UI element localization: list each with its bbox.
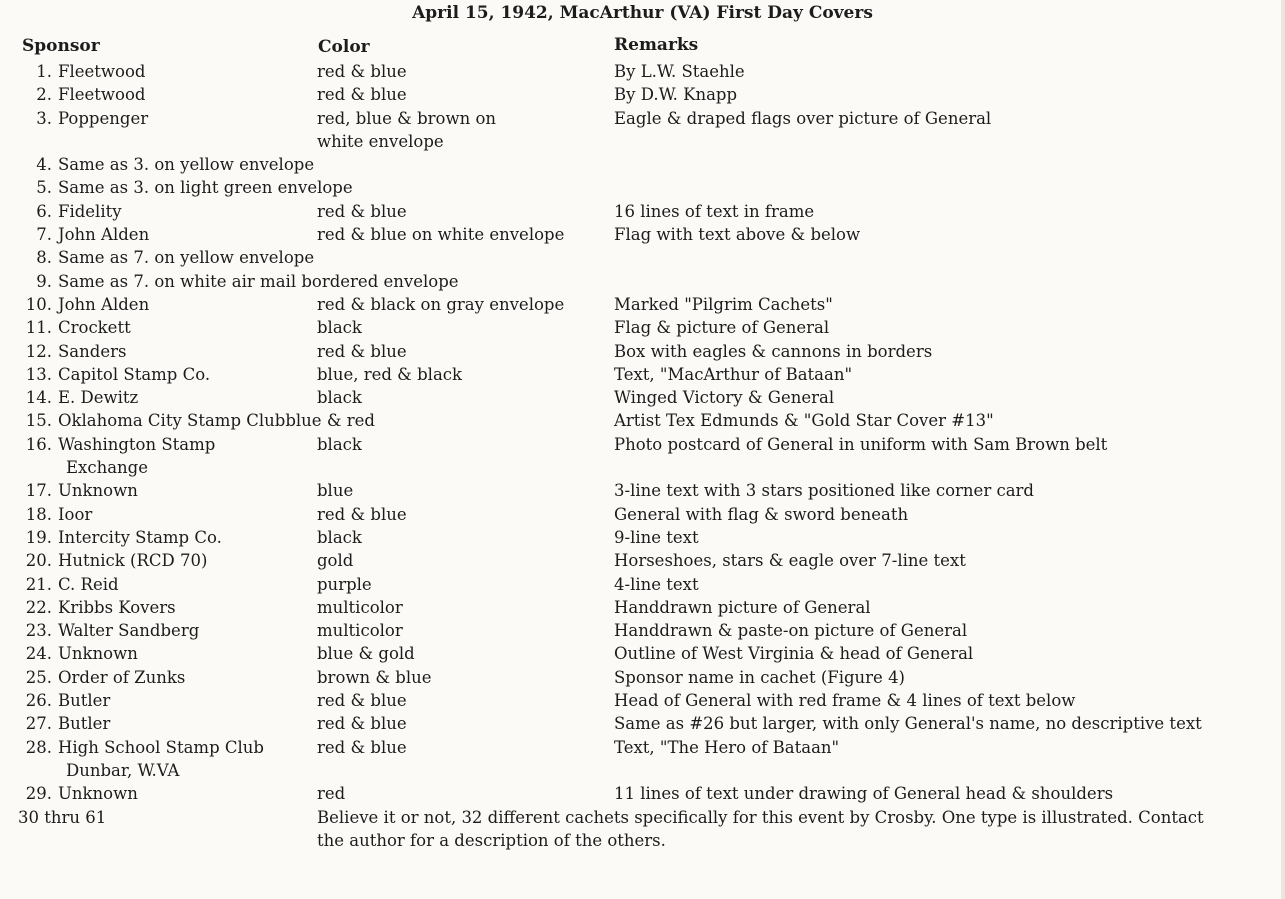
- row-number: 5.: [36, 178, 52, 198]
- row-color-cont: white envelope: [317, 131, 444, 151]
- row-remarks: Head of General with red frame & 4 lines of text below: [614, 691, 1076, 711]
- row-remarks: By D.W. Knapp: [614, 85, 738, 105]
- row-sponsor: Fleetwood: [58, 85, 146, 105]
- row-color: gold: [317, 551, 354, 571]
- row-number: 3.: [36, 108, 52, 128]
- row-sponsor: Ioor: [58, 504, 93, 524]
- row-description: Same as 7. on yellow envelope: [58, 248, 315, 268]
- row-note-line1: Believe it or not, 32 different cachets specifically for this event by Crosby. One type is illustrated. Contact: [317, 807, 1204, 827]
- row-color: blue, red & black: [317, 364, 463, 384]
- row-sponsor-cont: Exchange: [66, 458, 149, 478]
- row-number: 25.: [25, 667, 52, 687]
- row-color: red & black on gray envelope: [317, 294, 565, 314]
- row-number: 22.: [25, 597, 52, 617]
- row-color: black: [317, 388, 362, 408]
- table-row: [0, 409, 1285, 432]
- row-color: red: [317, 784, 346, 804]
- row-sponsor: Walter Sandberg: [58, 621, 200, 641]
- header-color: Color: [318, 37, 370, 57]
- table-row: [0, 176, 1285, 199]
- row-remarks: Marked "Pilgrim Cachets": [614, 294, 833, 314]
- table-row: [0, 270, 1285, 293]
- row-description: Same as 3. on yellow envelope: [58, 155, 315, 175]
- row-remarks: 4-line text: [614, 574, 699, 594]
- row-sponsor: Order of Zunks: [58, 667, 186, 687]
- row-sponsor: Poppenger: [58, 108, 149, 128]
- row-remarks: Artist Tex Edmunds & "Gold Star Cover #13": [614, 411, 994, 431]
- table-row: [0, 503, 1285, 526]
- table-row: [0, 363, 1285, 386]
- row-sponsor: Sanders: [58, 341, 127, 361]
- row-sponsor: Butler: [58, 691, 111, 711]
- row-color: red, blue & brown on: [317, 108, 497, 128]
- row-number: 20.: [25, 551, 52, 571]
- page-edge: [1281, 0, 1285, 899]
- row-color: red & blue: [317, 691, 407, 711]
- row-description: Same as 7. on white air mail bordered envelope: [58, 271, 459, 291]
- row-number: 18.: [25, 504, 52, 524]
- row-sponsor: Capitol Stamp Co.: [58, 364, 211, 384]
- row-sponsor: Unknown: [58, 644, 138, 664]
- row-color: red & blue: [317, 504, 407, 524]
- table-row: [0, 223, 1285, 246]
- table-row: [0, 712, 1285, 735]
- table-row: [0, 479, 1285, 502]
- row-color: blue: [317, 481, 354, 501]
- row-sponsor: E. Dewitz: [58, 388, 139, 408]
- row-number: 10.: [25, 294, 52, 314]
- row-color: red & blue: [317, 85, 407, 105]
- table-row: [0, 153, 1285, 176]
- row-number: 24.: [25, 644, 52, 664]
- table-row: [0, 83, 1285, 106]
- table-row: [0, 293, 1285, 316]
- row-number: 11.: [25, 318, 52, 338]
- row-remarks: Same as #26 but larger, with only General's name, no descriptive text: [614, 714, 1202, 734]
- row-remarks: Text, "The Hero of Bataan": [614, 737, 840, 757]
- row-remarks: Flag with text above & below: [614, 225, 861, 245]
- row-remarks: Horseshoes, stars & eagle over 7-line text: [614, 551, 966, 571]
- row-note-line2: the author for a description of the others.: [317, 830, 666, 850]
- row-remarks: Photo postcard of General in uniform with Sam Brown belt: [614, 434, 1108, 454]
- row-sponsor: Unknown: [58, 784, 138, 804]
- row-sponsor: Hutnick (RCD 70): [58, 551, 208, 571]
- table-row: [0, 107, 1285, 154]
- row-sponsor: Kribbs Kovers: [58, 597, 176, 617]
- header-sponsor: Sponsor: [22, 36, 100, 56]
- table-row: [0, 386, 1285, 409]
- row-remarks: 3-line text with 3 stars positioned like corner card: [614, 481, 1034, 501]
- row-color: red & blue on white envelope: [317, 225, 565, 245]
- table-row: [0, 573, 1285, 596]
- row-number: 27.: [25, 714, 52, 734]
- row-sponsor: Unknown: [58, 481, 138, 501]
- row-remarks: Handdrawn & paste-on picture of General: [614, 621, 968, 641]
- row-color: brown & blue: [317, 667, 432, 687]
- row-sponsor: Fleetwood: [58, 62, 146, 81]
- row-sponsor: Crockett: [58, 318, 131, 338]
- row-sponsor: John Alden: [58, 294, 150, 314]
- row-number: 30 thru 61: [18, 807, 107, 827]
- row-color: multicolor: [317, 597, 403, 617]
- row-number: 28.: [25, 737, 52, 757]
- row-remarks: 16 lines of text in frame: [614, 201, 815, 221]
- row-sponsor: Fidelity: [58, 201, 122, 221]
- row-remarks: Winged Victory & General: [614, 388, 835, 408]
- row-remarks: 11 lines of text under drawing of General head & shoulders: [614, 784, 1114, 804]
- row-sponsor: John Alden: [58, 225, 150, 245]
- row-color: black: [317, 318, 362, 338]
- row-sponsor: Washington Stamp: [58, 434, 216, 454]
- row-number: 16.: [25, 434, 52, 454]
- table-row: [0, 596, 1285, 619]
- row-sponsor: Oklahoma City Stamp Clubblue & red: [58, 411, 375, 431]
- table-row: [0, 642, 1285, 665]
- row-remarks: Sponsor name in cachet (Figure 4): [614, 667, 905, 687]
- row-color: red & blue: [317, 201, 407, 221]
- row-sponsor: Intercity Stamp Co.: [58, 527, 222, 547]
- page-title: April 15, 1942, MacArthur (VA) First Day Covers: [412, 3, 873, 23]
- row-number: 1.: [36, 62, 52, 81]
- row-number: 29.: [25, 784, 52, 804]
- table-row: [0, 246, 1285, 269]
- row-sponsor: C. Reid: [58, 574, 119, 594]
- row-sponsor: Butler: [58, 714, 111, 734]
- row-number: 12.: [25, 341, 52, 361]
- table-row: [0, 736, 1285, 783]
- table-row: [0, 782, 1285, 805]
- row-color: red & blue: [317, 714, 407, 734]
- row-number: 7.: [36, 225, 52, 245]
- row-remarks: Handdrawn picture of General: [614, 597, 871, 617]
- row-number: 19.: [25, 527, 52, 547]
- row-remarks: Flag & picture of General: [614, 318, 830, 338]
- cover-table: [0, 60, 1285, 852]
- row-number: 2.: [36, 85, 52, 105]
- row-remarks: Box with eagles & cannons in borders: [614, 341, 933, 361]
- row-number: 15.: [25, 411, 52, 431]
- row-number: 17.: [25, 481, 52, 501]
- table-row: [0, 200, 1285, 223]
- row-color: red & blue: [317, 62, 407, 81]
- row-number: 8.: [36, 248, 52, 268]
- row-number: 14.: [25, 388, 52, 408]
- row-number: 13.: [25, 364, 52, 384]
- row-remarks: General with flag & sword beneath: [614, 504, 909, 524]
- table-row: [0, 340, 1285, 363]
- table-row: [0, 526, 1285, 549]
- table-row: [0, 619, 1285, 642]
- row-remarks: By L.W. Staehle: [614, 62, 745, 81]
- row-color: multicolor: [317, 621, 403, 641]
- row-color: black: [317, 527, 362, 547]
- header-remarks: Remarks: [614, 35, 699, 55]
- row-remarks: Eagle & draped flags over picture of General: [614, 108, 992, 128]
- row-color: black: [317, 434, 362, 454]
- table-row: [0, 689, 1285, 712]
- row-remarks: 9-line text: [614, 527, 699, 547]
- row-color: red & blue: [317, 737, 407, 757]
- row-color: purple: [317, 574, 372, 594]
- table-row-last: [0, 806, 1285, 853]
- table-row: [0, 666, 1285, 689]
- row-remarks: Text, "MacArthur of Bataan": [614, 364, 853, 384]
- row-description: Same as 3. on light green envelope: [58, 178, 353, 198]
- row-number: 21.: [25, 574, 52, 594]
- row-number: 6.: [36, 201, 52, 221]
- row-sponsor: High School Stamp Club: [58, 737, 264, 757]
- row-sponsor-cont: Dunbar, W.VA: [66, 760, 180, 780]
- row-number: 23.: [25, 621, 52, 641]
- table-row: [0, 60, 1285, 83]
- row-color: red & blue: [317, 341, 407, 361]
- row-remarks: Outline of West Virginia & head of General: [614, 644, 974, 664]
- table-row: [0, 433, 1285, 480]
- table-row: [0, 549, 1285, 572]
- row-number: 4.: [36, 155, 52, 175]
- row-color: blue & gold: [317, 644, 415, 664]
- table-row: [0, 316, 1285, 339]
- row-number: 9.: [36, 271, 52, 291]
- row-number: 26.: [25, 691, 52, 711]
